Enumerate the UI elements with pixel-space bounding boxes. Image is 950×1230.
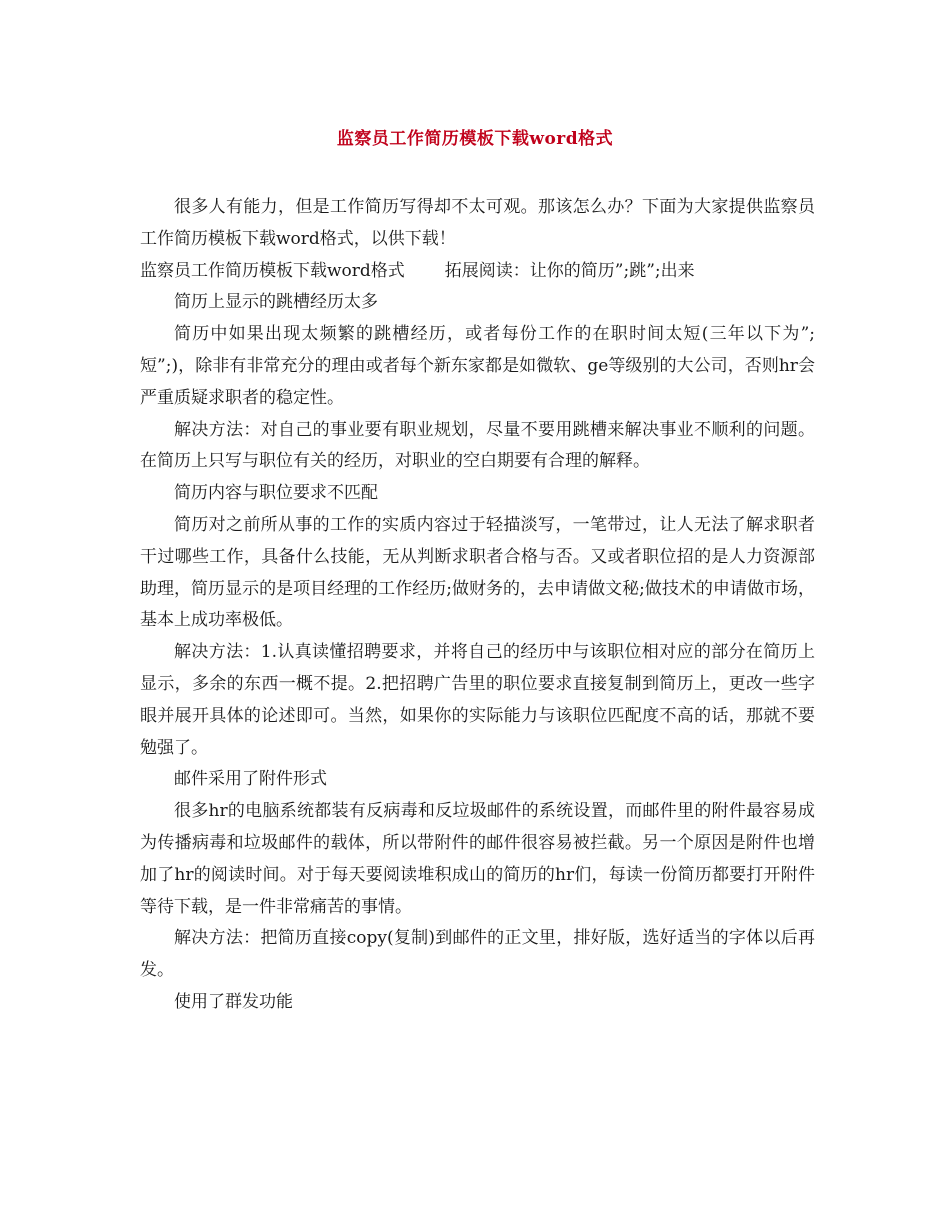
- reading-line: [140, 256, 815, 288]
- section-heading: 使用了群发功能: [174, 991, 293, 1012]
- section-body: 很多hr的电脑系统都装有反病毒和反垃圾邮件的系统设置，而邮件里的附件最容易成为传播病毒和垃圾邮件的载体，所以带附件的邮件很容易被拦截。另一个原因是附件也增加了hr的阅读时间。对于每天要阅读堆积成山的简历的hr们，每读一份简历都要打开附件等待下载，是一件非常痛苦的事情。: [140, 801, 815, 917]
- section-heading: 简历内容与职位要求不匹配: [174, 483, 378, 504]
- document-title: 监察员工作简历模板下载word格式: [336, 129, 614, 149]
- intro-paragraph: 很多人有能力，但是工作简历写得却不太可观。那该怎么办？下面为大家提供监察员工作简历模板下载word格式，以供下载！: [140, 197, 815, 249]
- section-heading: 简历上显示的跳槽经历太多: [174, 292, 378, 313]
- section-heading: 邮件采用了附件形式: [174, 769, 327, 790]
- section-solution: 解决方法：1.认真读懂招聘要求，并将自己的经历中与该职位相对应的部分在简历上显示，多余的东西一概不提。2.把招聘广告里的职位要求直接复制到简历上，更改一些字眼并展开具体的论述即可。当然，如果你的实际能力与该职位匹配度不高的话，那就不要勉强了。: [140, 642, 815, 758]
- extended-reading-label: 拓展阅读：让你的简历”;跳”;出来: [444, 260, 695, 281]
- section-body: 简历中如果出现太频繁的跳槽经历，或者每份工作的在职时间太短(三年以下为”;短”;)，除非有非常充分的理由或者每个新东家都是如微软、ge等级别的大公司，否则hr会严重质疑求职者的稳定性。: [140, 324, 815, 408]
- section-body: 简历对之前所从事的工作的实质内容过于轻描淡写，一笔带过，让人无法了解求职者干过哪些工作，具备什么技能，无从判断求职者合格与否。又或者职位招的是人力资源部助理，简历显示的是项目经理的工作经历;做财务的，去申请做文秘;做技术的申请做市场，基本上成功率极低。: [140, 514, 815, 631]
- section-solution: 解决方法：对自己的事业要有职业规划，尽量不要用跳槽来解决事业不顺利的问题。在简历上只写与职位有关的经历，对职业的空白期要有合理的解释。: [140, 419, 815, 472]
- reading-line-title: 监察员工作简历模板下载word格式: [140, 260, 405, 281]
- document-body: [140, 192, 815, 1019]
- section-solution: 解决方法：把简历直接copy(复制)到邮件的正文里，排好版，选好适当的字体以后再发。: [140, 928, 815, 981]
